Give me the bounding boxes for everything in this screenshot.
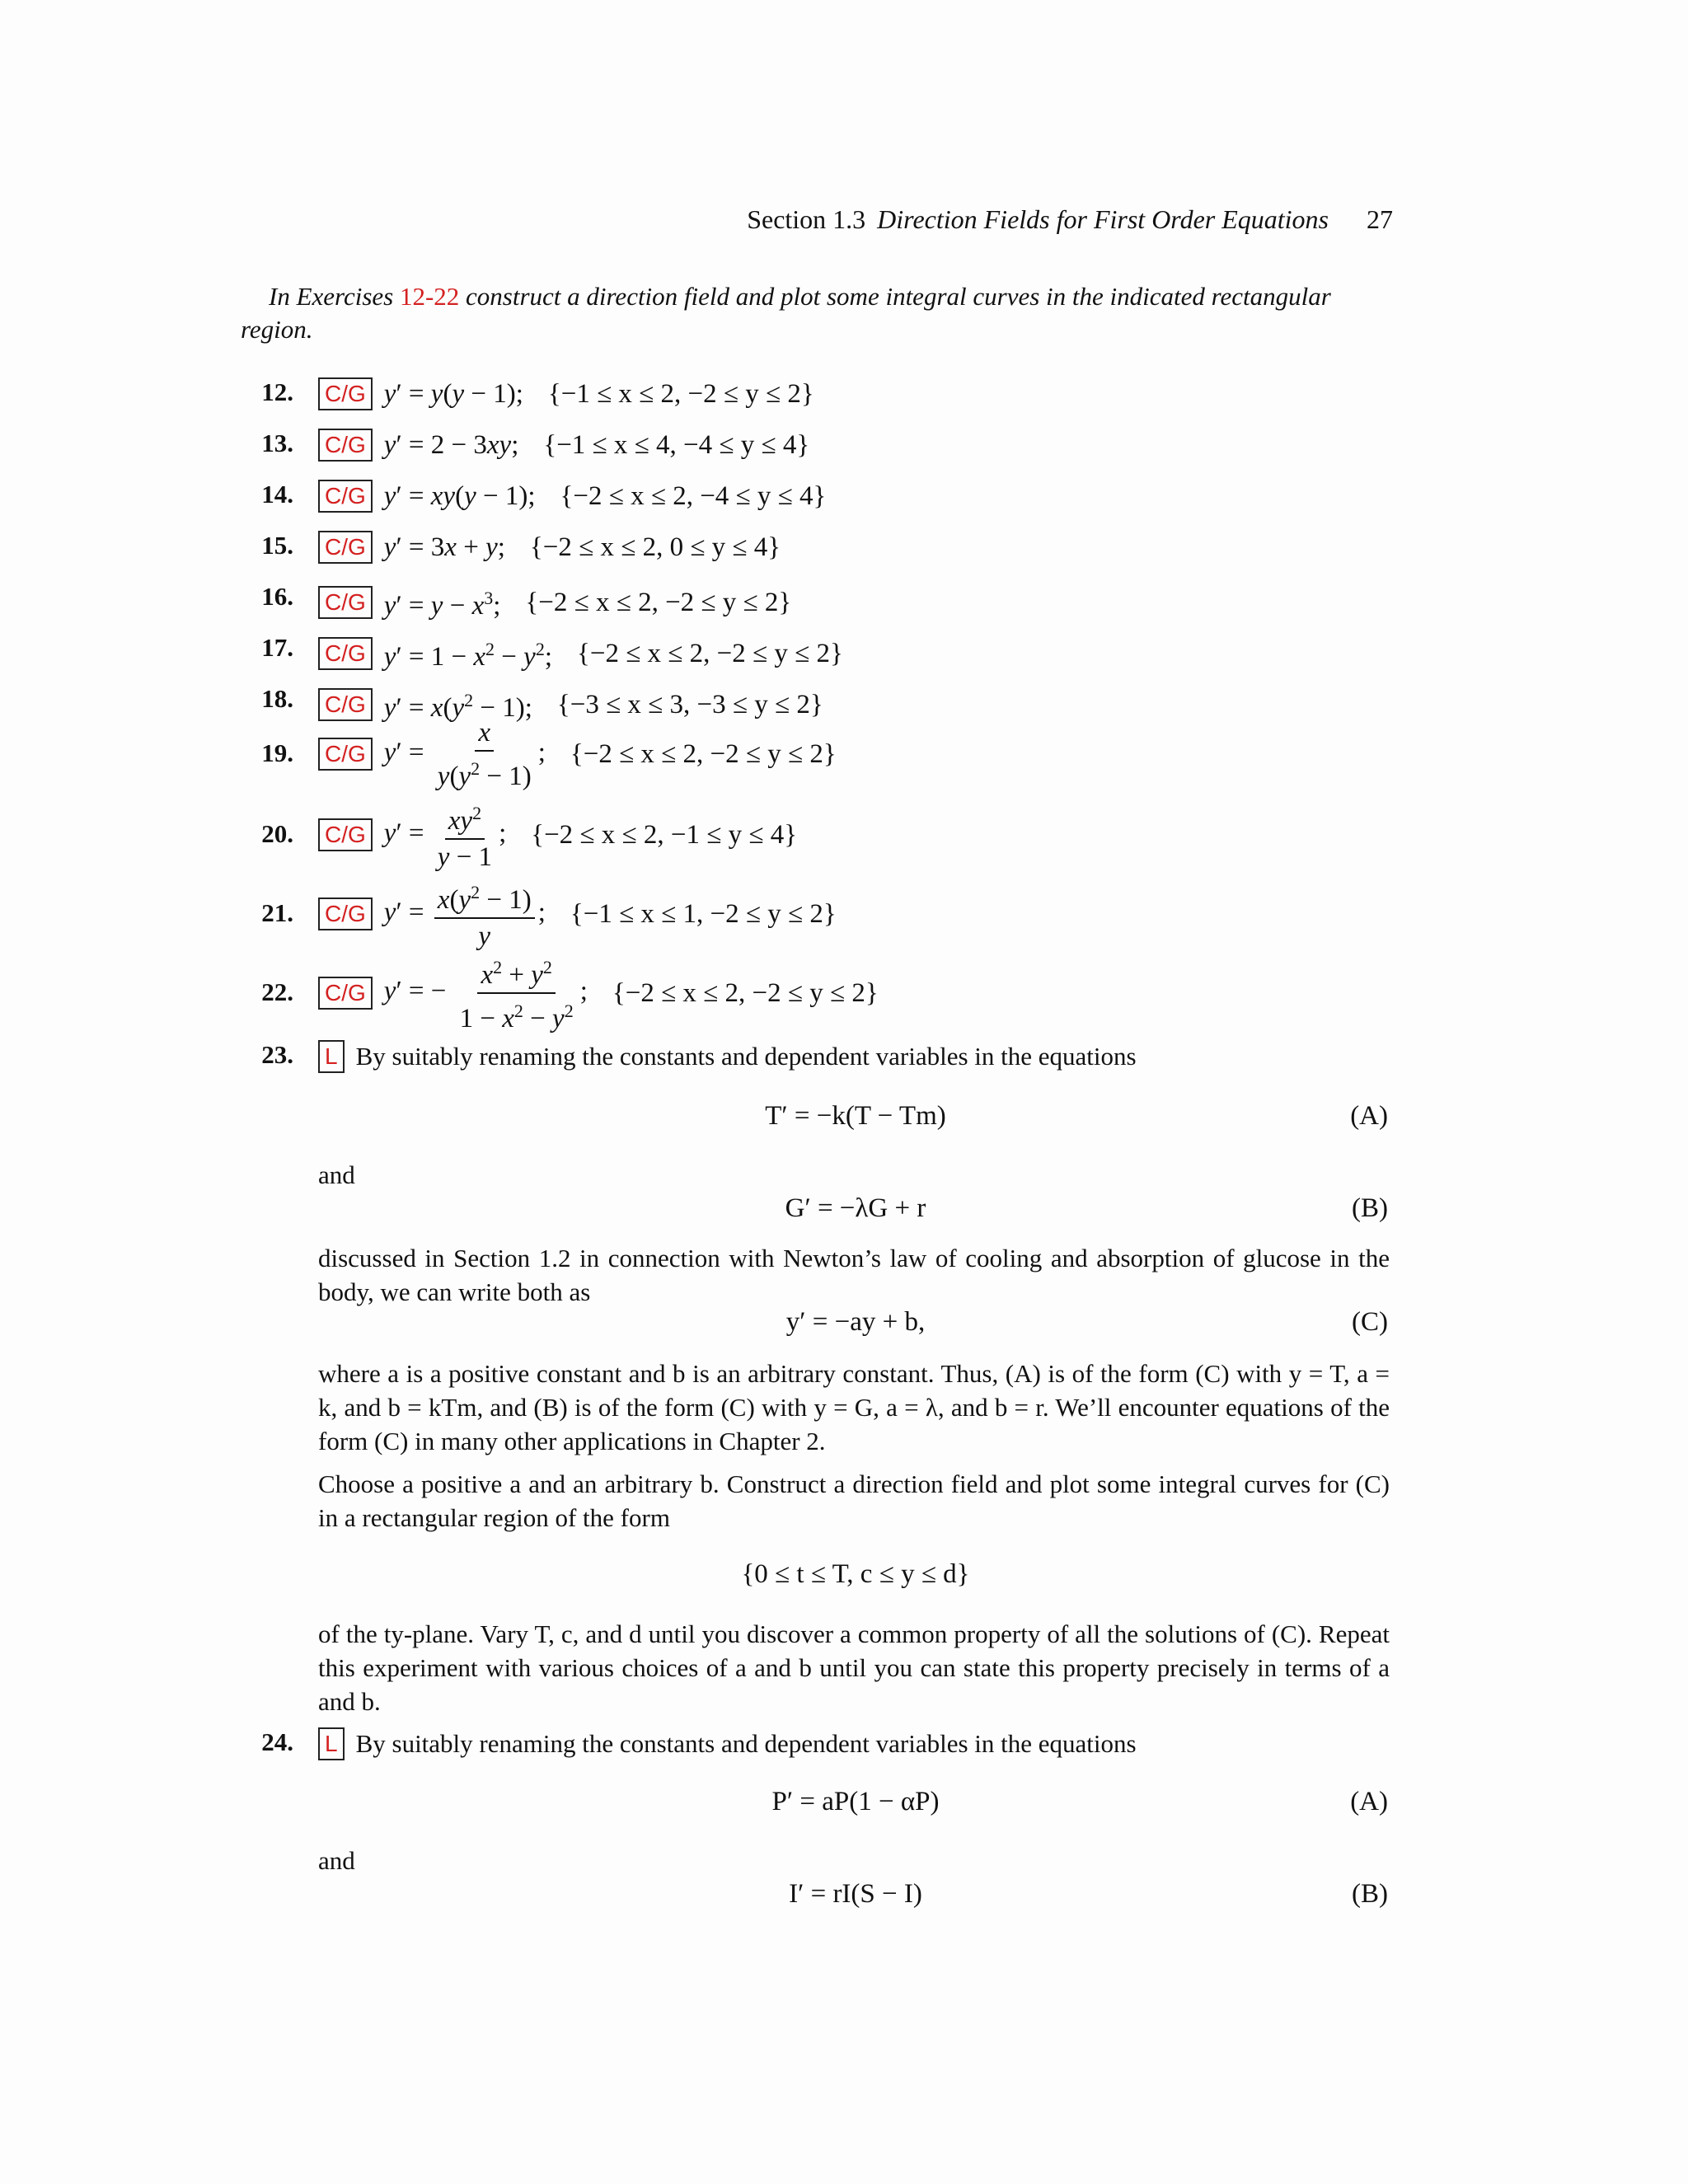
exercise-24-lead — [318, 1727, 1137, 1760]
and-text: and — [318, 1846, 355, 1875]
intro-text-end: construct a direction field and plot some integral curves in the indicated rectangular region. — [241, 282, 1331, 344]
exercise-number: 22. — [261, 977, 293, 1006]
exercise-15 — [318, 531, 781, 564]
equation-b: I′ = rI(S − I) — [789, 1879, 922, 1909]
equation-label: (B) — [1352, 1879, 1388, 1909]
section-label: Section 1.3 — [747, 204, 866, 234]
page-header — [747, 204, 1393, 235]
cg-tag: C/G — [318, 480, 373, 513]
equation: $y' = 1 - x^2 - y^2$; — [383, 639, 552, 672]
equation-a: P′ = aP(1 − αP) — [771, 1787, 940, 1816]
exercise-23-lead — [318, 1040, 1137, 1073]
equation: y′ = $\frac{x}{y(y^2 - 1)}$ ; — [383, 717, 546, 791]
equation: y′ = $\frac{xy^2}{y - 1}$ ; — [384, 798, 506, 873]
equation-label: (A) — [1350, 1787, 1388, 1816]
exercise-20 — [318, 802, 798, 872]
region: {−2 ≤ x ≤ 2, −4 ≤ y ≤ 4} — [560, 481, 827, 511]
lead-text: By suitably renaming the constants and dependent variables in the equations — [355, 1729, 1137, 1758]
exercise-number: 19. — [261, 738, 293, 767]
region: {−2 ≤ x ≤ 2, −2 ≤ y ≤ 2} — [612, 978, 879, 1008]
equation: y′ = 3x + y; — [383, 532, 505, 562]
region: {−2 ≤ x ≤ 2, −2 ≤ y ≤ 2} — [525, 587, 792, 617]
region: {−2 ≤ x ≤ 2, −2 ≤ y ≤ 2} — [577, 638, 843, 668]
equation-region: {0 ≤ t ≤ T, c ≤ y ≤ d} — [741, 1559, 970, 1589]
page-number: 27 — [1367, 204, 1393, 234]
cg-tag: C/G — [318, 898, 373, 930]
exercise-16 — [318, 582, 791, 622]
equation-b: G′ = −λG + r — [785, 1193, 926, 1223]
exercise-number: 24. — [261, 1727, 293, 1756]
paragraph: of the ty-plane. Vary T, c, and d until you discover a common property of all the solutions of (C). Repeat this experiment with various choices of a and b until you can state this property precisely in terms of a and b. — [318, 1619, 1390, 1716]
equation: y′ = − $\frac{x^2 + y^2}{1 - x^2 - y^2}$ ; — [384, 952, 588, 1034]
region: {−1 ≤ x ≤ 2, −2 ≤ y ≤ 2} — [547, 379, 814, 409]
equation: y′ = 2 − 3xy; — [383, 430, 519, 460]
exercise-link-22[interactable]: 22 — [434, 282, 460, 311]
l-tag: L — [318, 1040, 345, 1073]
cg-tag: C/G — [318, 429, 373, 462]
region: {−1 ≤ x ≤ 4, −4 ≤ y ≤ 4} — [543, 430, 810, 460]
equation: $y' = y - x^3$; — [383, 588, 501, 621]
l-tag: L — [318, 1727, 345, 1760]
intro-text: In Exercises — [269, 282, 400, 311]
lead-text: By suitably renaming the constants and dependent variables in the equations — [355, 1042, 1137, 1071]
equation-label: (B) — [1352, 1193, 1388, 1223]
section-title: Direction Fields for First Order Equations — [877, 204, 1329, 234]
intro-dash: - — [424, 282, 434, 311]
region: {−1 ≤ x ≤ 1, −2 ≤ y ≤ 2} — [570, 899, 837, 929]
cg-tag: C/G — [318, 738, 373, 771]
exercise-19 — [318, 717, 837, 791]
region: {−3 ≤ x ≤ 3, −3 ≤ y ≤ 2} — [556, 689, 823, 719]
exercise-number: 13. — [261, 429, 293, 457]
equation-label: (A) — [1350, 1101, 1388, 1131]
exercise-number: 15. — [261, 531, 293, 560]
exercise-12 — [318, 377, 814, 410]
exercise-17 — [318, 633, 843, 673]
equation: y′ = xy(y − 1); — [383, 481, 536, 511]
equation: y′ = y(y − 1); — [383, 379, 523, 409]
cg-tag: C/G — [318, 586, 373, 619]
cg-tag: C/G — [318, 818, 373, 851]
cg-tag: C/G — [318, 688, 373, 721]
paragraph: discussed in Section 1.2 in connection with Newton’s law of cooling and absorption of glucose in the body, we can write both as — [318, 1244, 1390, 1306]
exercise-number: 21. — [261, 898, 293, 927]
exercise-link-12[interactable]: 12 — [399, 282, 425, 311]
paragraph: Choose a positive a and an arbitrary b. Construct a direction field and plot some integral curves for (C) in a rectangular region of the form — [318, 1469, 1390, 1532]
exercise-21 — [318, 881, 837, 951]
equation: y′ = $\frac{x(y^2 - 1)}{y}$ ; — [384, 877, 546, 952]
exercise-number: 20. — [261, 819, 293, 848]
and-text: and — [318, 1160, 355, 1189]
exercise-13 — [318, 429, 809, 462]
exercise-number: 14. — [261, 480, 293, 509]
cg-tag: C/G — [318, 637, 373, 670]
exercise-22 — [318, 957, 879, 1033]
equation-a: T′ = −k(T − Tm) — [765, 1101, 946, 1131]
exercise-intro — [241, 280, 1391, 346]
equation-c: y′ = −ay + b, — [785, 1307, 926, 1337]
exercise-number: 16. — [261, 582, 293, 611]
cg-tag: C/G — [318, 377, 373, 410]
exercise-number: 12. — [261, 377, 293, 406]
equation-label: (C) — [1352, 1307, 1388, 1337]
paragraph: where a is a positive constant and b is an arbitrary constant. Thus, (A) is of the form (C) with y = T, a = k, and b = kTm, and (B) is of the form (C) with y = G, a = λ, and b = r. We’ll encounter equations of the form (C) in many other applications in Chapter 2. — [318, 1359, 1390, 1455]
exercise-14 — [318, 480, 826, 513]
exercise-number: 23. — [261, 1040, 293, 1069]
equation: $y' = x(y^2 - 1)$; — [383, 690, 532, 723]
region: {−2 ≤ x ≤ 2, −1 ≤ y ≤ 4} — [531, 820, 798, 850]
region: {−2 ≤ x ≤ 2, −2 ≤ y ≤ 2} — [570, 739, 837, 769]
cg-tag: C/G — [318, 977, 373, 1010]
region: {−2 ≤ x ≤ 2, 0 ≤ y ≤ 4} — [529, 532, 781, 562]
exercise-number: 18. — [261, 684, 293, 713]
cg-tag: C/G — [318, 531, 373, 564]
exercise-number: 17. — [261, 633, 293, 662]
